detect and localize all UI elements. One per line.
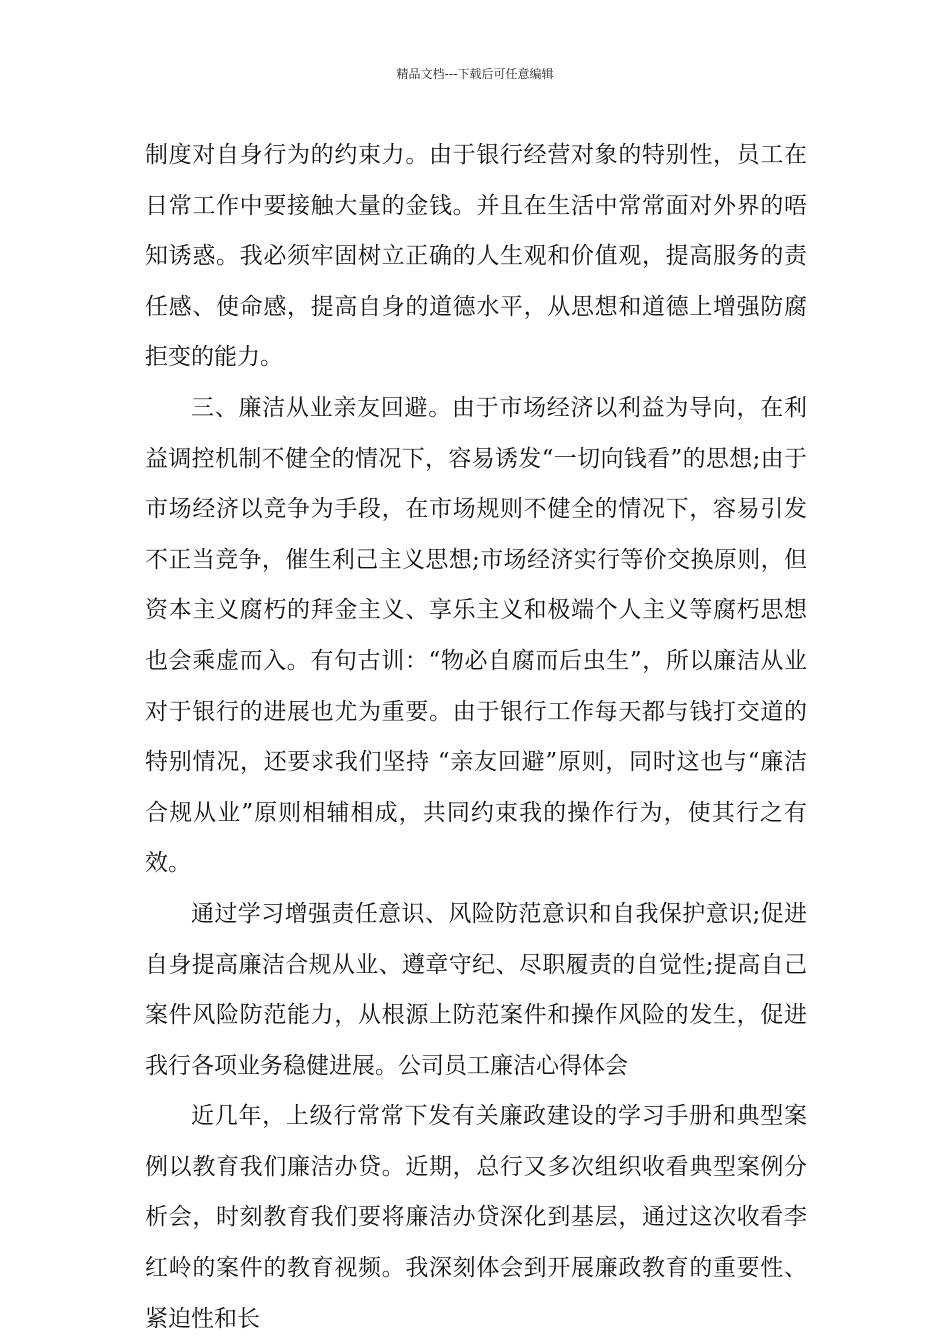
paragraph-2: 三、廉洁从业亲友回避。由于市场经济以利益为导向，在利益调控机制不健全的情况下，容易诱发“一切向钱看”的思想;由于市场经济以竞争为手段，在市场规则不健全的情况下，容易引发不正当竞争，催生利己主义思想;市场经济实行等价交换原则，但资本主义腐朽的拜金主义、享乐主义和极端个人主义等腐朽思想也会乘虚而入。有句古训：“物必自腐而后虫生”，所以廉洁从业对于银行的进展也尤为重要。由于银行工作每天都与钱打交道的特别情况，还要求我们坚持 “亲友回避”原则，同时这也与“廉洁合规从业”原则相辅相成，共同约束我的操作行为，使其行之有效。 <box>145 394 807 877</box>
paragraph-1: 制度对自身行为的约束力。由于银行经营对象的特别性，员工在日常工作中要接触大量的金钱。并且在生活中常常面对外界的唔知诱惑。我必须牢固树立正确的人生观和价值观，提高服务的责任感、使命感，提高自身的道德水平，从思想和道德上增强防腐拒变的能力。 <box>145 142 807 371</box>
paragraph-4: 近几年，上级行常常下发有关廉政建设的学习手册和典型案例以教育我们廉洁办贷。近期，总行又多次组织收看典型案例分析会，时刻教育我们要将廉洁办贷深化到基层，通过这次收看李红岭的案件的教育视频。我深刻体会到开展廉政教育的重要性、紧迫性和长 <box>145 1103 807 1332</box>
document-body <box>145 130 807 1344</box>
page-header: 精品文档---下载后可任意编辑 <box>396 67 554 81</box>
paragraph-3: 通过学习增强责任意识、风险防范意识和自我保护意识;促进自身提高廉洁合规从业、遵章守纪、尽职履责的自觉性;提高自己案件风险防范能力，从根源上防范案件和操作风险的发生，促进我行各项业务稳健进展。公司员工廉洁心得体会 <box>145 900 807 1079</box>
